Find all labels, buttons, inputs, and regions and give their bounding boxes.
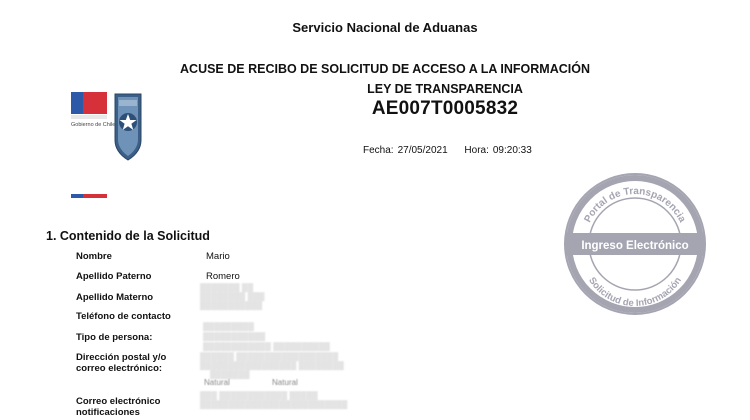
gobierno-logo (71, 92, 116, 128)
time-value: 09:20:33 (492, 145, 532, 156)
agency-name: Servicio Nacional de Aduanas (292, 20, 478, 35)
faded-value-1: Natural (204, 378, 230, 387)
field-label-apellido-materno: Apellido Materno (76, 292, 154, 303)
stamp-top-text: Portal de Transparencia (582, 185, 688, 225)
stamp-bottom-text: Solicitud de Información (586, 275, 684, 310)
field-label-correo-notificaciones: Correo electrónico notificaciones (76, 396, 161, 418)
logo-text: Gobierno de Chile (71, 122, 116, 128)
transparency-stamp-icon (563, 172, 707, 316)
field-value-apellido-paterno: Romero (206, 271, 240, 282)
faded-value-2: Natural (272, 378, 298, 387)
folio-number: AE007T0005832 (371, 98, 519, 119)
flag-icon (71, 92, 107, 114)
stamp-center-text: Ingreso Electrónico (581, 240, 689, 252)
field-label-telefono: Teléfono de contacto (76, 311, 171, 322)
field-label-direccion: Dirección postal y/o correo electrónico: (76, 352, 167, 374)
time-label: Hora: (464, 145, 489, 156)
date-time-line (363, 145, 536, 156)
document-title: ACUSE DE RECIBO DE SOLICITUD DE ACCESO A LA INFORMACIÓN (180, 62, 590, 76)
customs-crest-icon (113, 92, 143, 162)
date-value: 27/05/2021 (397, 145, 448, 156)
field-label-apellido-paterno: Apellido Paterno (76, 271, 152, 282)
section-title: 1. Contenido de la Solicitud (46, 229, 210, 243)
law-title: LEY DE TRANSPARENCIA (367, 82, 523, 96)
date-label: Fecha: (363, 145, 394, 156)
field-value-nombre: Mario (206, 251, 230, 262)
flag-bar-icon (71, 194, 107, 198)
field-label-tipo-persona: Tipo de persona: (76, 332, 153, 343)
field-label-nombre: Nombre (76, 251, 112, 262)
